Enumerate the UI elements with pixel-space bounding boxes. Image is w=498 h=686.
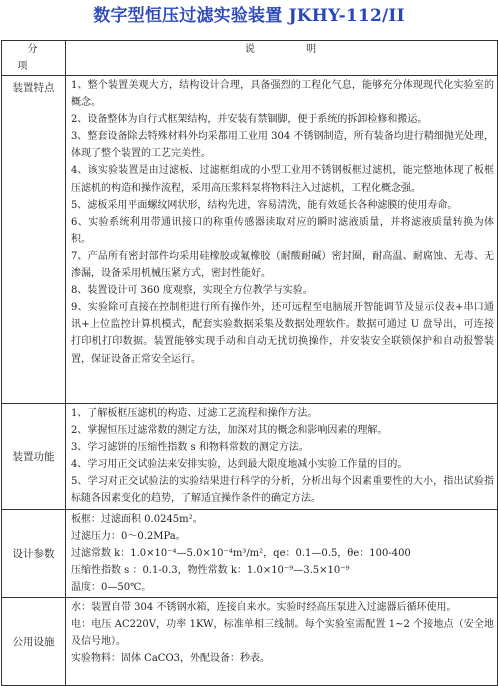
paragraph: 温度：0—50℃。 (71, 581, 152, 593)
paragraph: 2、掌握恒压过滤常数的测定方法，加深对其的概念和影响因素的理解。 (71, 425, 388, 437)
row-label-features: 装置特点 (2, 76, 66, 404)
paragraph: 过滤压力：0～0.2MPa。 (71, 530, 186, 542)
paragraph: 5、学习对正交试验法的实验结果进行科学的分析，分析出每个因素重要性的大小，指出试验指标随各因素变化的趋势，了解适宜操作条件的确定方法。 (71, 476, 494, 505)
table-header-row (2, 41, 498, 76)
paragraph: 实验物料：固体 CaCO3，外配设备：秒表。 (71, 653, 271, 665)
paragraph: 压缩性指数 s ：0.1-0.3，物性常数 k：1.0×10⁻⁹—3.5×10⁻⁹ (71, 564, 350, 576)
row-label-utilities: 公用设施 (2, 598, 66, 686)
paragraph: 1、整个装置美观大方，结构设计合理，具备强烈的工程化气息，能够充分体现现代化实验室的概念。 (71, 80, 494, 109)
row-content-features (66, 76, 498, 404)
row-label-parameters: 设计参数 (2, 509, 66, 597)
paragraph: 水：装置自带 304 不锈钢水箱，连接自来水。实验时经高压泵进入过滤器后循环使用。 (71, 602, 457, 614)
paragraph: 3、整套设备除去特殊材料外均采都用工业用 304 不锈钢制造，所有装备均进行精细抛光处理，体现了整个装置的工艺完美性。 (71, 131, 494, 160)
paragraph: 1、了解板框压滤机的构造、过滤工艺流程和操作方法。 (71, 408, 318, 419)
header-description: 说 明 (66, 41, 498, 76)
row-content-functions (66, 404, 498, 510)
paragraph: 5、滤板采用平面螺纹网状形，结构先进，容易清洗，能有效延长各种滤膜的使用寿命。 (71, 199, 458, 211)
paragraph: 4、学习用正交试验法来安排实验，达到最大限度地减小实验工作量的目的。 (71, 459, 408, 471)
table-row-utilities (2, 598, 498, 686)
paragraph: 7、产品所有密封部件均采用硅橡胶或氟橡胶（耐酸耐碱）密封圈，耐高温、耐腐蚀、无毒、无渗漏，设备采用机械压紧方式，密封性能好。 (71, 250, 494, 280)
spec-table (1, 40, 498, 686)
row-content-parameters (66, 509, 498, 597)
paragraph: 2、设备整体为自行式框架结构，并安装有禁锢脚，便于系统的拆卸检修和搬运。 (71, 114, 428, 126)
row-label-functions: 装置功能 (2, 404, 66, 510)
table-row-functions (2, 404, 498, 510)
paragraph: 过滤常数 k：1.0×10⁻⁴—5.0×10⁻⁴m³/m²，qe：0.1—0.5，θe：100-400 (71, 547, 411, 559)
paragraph: 板框：过滤面积 0.0245m²。 (71, 513, 203, 525)
header-category: 分 项 (2, 41, 66, 76)
document-title: 数字型恒压过滤实验装置 JKHY-112/II (93, 6, 405, 26)
paragraph: 6、实验系统利用带通讯接口的称重传感器读取对应的瞬时滤液质量，并将滤液质量转换为体积。 (71, 216, 494, 245)
table-row-features (2, 76, 498, 404)
paragraph: 电：电压 AC220V，功率 1KW，标准单相三线制。每个实验室需配置 1~2 个接地点（安全地及信号地）。 (71, 619, 494, 648)
paragraph: 9、实验除可直接在控制柜进行所有操作外，还可远程至电脑展开智能调节及显示仪表+串口通讯+上位监控计算机模式，配套实验数据采集及数据处理软件。数据可通过 U 盘导出，可连接打印机打印数据。装置能够实现手动和自动无扰切换操作，并安装安全联锁保护和自动报警装置，保证设备正常安全运行。 (71, 302, 494, 365)
table-row-parameters (2, 509, 498, 597)
paragraph: 3、学习滤饼的压缩性指数 s 和物料常数的测定方法。 (71, 442, 309, 454)
row-content-utilities (66, 598, 498, 686)
paragraph: 4、该实验装置是由过滤板、过滤框组成的小型工业用不锈钢板框过滤机，能完整地体现了板框压滤机的构造和操作流程，采用高压浆料泵将物料注入过滤机，工程化概念强。 (71, 165, 494, 194)
paragraph: 8、装置设计可 360 度观察，实现全方位教学与实验。 (71, 285, 313, 297)
